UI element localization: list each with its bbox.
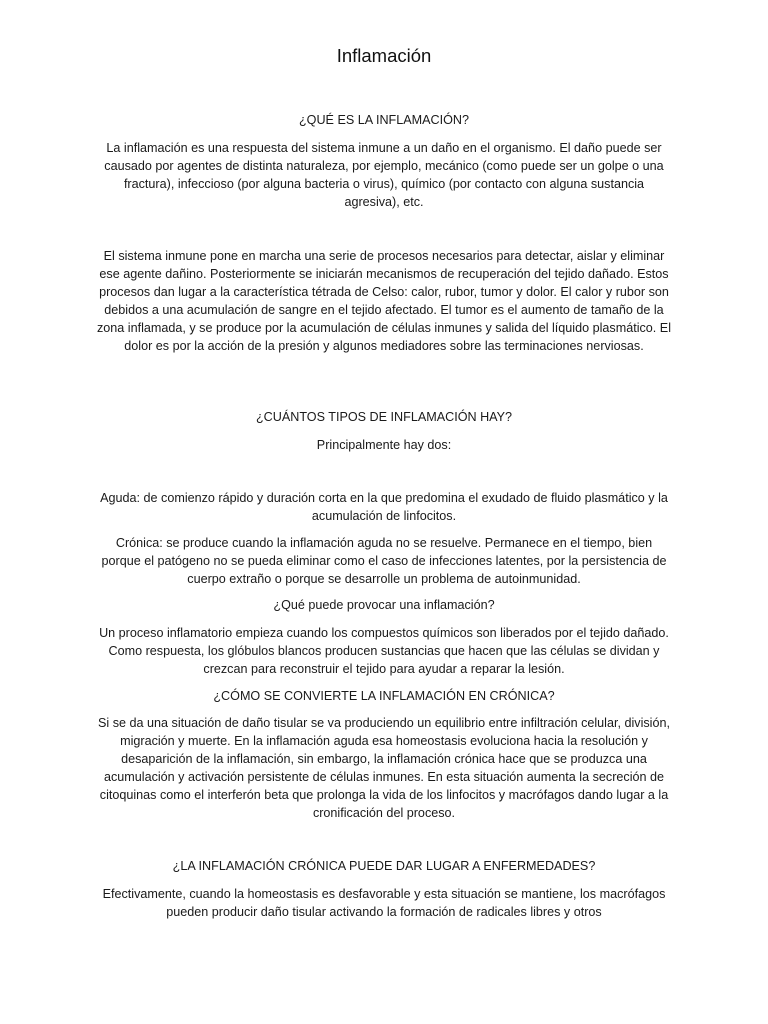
heading-chronic-conversion: ¿CÓMO SE CONVIERTE LA INFLAMACIÓN EN CRÓNICA? bbox=[213, 689, 555, 703]
heading-diseases: ¿LA INFLAMACIÓN CRÓNICA PUEDE DAR LUGAR A ENFERMEDADES? bbox=[172, 859, 596, 873]
paragraph-chronic: Crónica: se produce cuando la inflamación aguda no se resuelve. Permanece en el tiempo, bien porque el patógeno no se pueda eliminar como el caso de infecciones latentes, por la persistencia de cuerpo extraño o porque se desarrolle un problema de autoinmunidad. bbox=[101, 536, 667, 586]
heading-what-is: ¿QUÉ ES LA INFLAMACIÓN? bbox=[298, 113, 470, 127]
paragraph-causes: Un proceso inflamatorio empieza cuando los compuestos químicos son liberados por el tejido dañado. Como respuesta, los glóbulos blancos producen sustancias que hacen que las células se dividan y crezcan para reconstruir el tejido para ayudar a reparar la lesión. bbox=[99, 626, 669, 676]
paragraph-definition: La inflamación es una respuesta del sistema inmune a un daño en el organismo. El daño puede ser causado por agentes de distinta naturaleza, por ejemplo, mecánico (como puede ser un golpe o una fractura), infeccioso (por alguna bacteria o virus), químico (por contacto con alguna sustancia agresiva), etc. bbox=[104, 141, 664, 209]
paragraph-chronic-process: Si se da una situación de daño tisular se va produciendo un equilibrio entre infiltración celular, división, migración y muerte. En la inflamación aguda esa homeostasis evoluciona hacia la resolución y desaparición de la inflamación, sin embargo, la inflamación crónica hace que se produzca una acumulación y activación persistente de células inmunes. En esta situación aumenta la secreción de citoquinas como el interferón beta que prolonga la vida de los linfocitos y macrófagos dando lugar a la cronificación del proceso. bbox=[98, 716, 670, 820]
paragraph-immune-process: El sistema inmune pone en marcha una serie de procesos necesarios para detectar, aislar y eliminar ese agente dañino. Posteriormente se iniciarán mecanismos de recuperación del tejido dañado. Estos procesos dan lugar a la característica tétrada de Celso: calor, rubor, tumor y dolor. El calor y rubor son debidos a una acumulación de sangre en el tejido afectado. El tumor es el aumento de tamaño de la zona inflamada, y se produce por la acumulación de células inmunes y salida del líquido plasmático. El dolor es por la acción de la presión y algunos mediadores sobre las terminaciones nerviosas. bbox=[96, 249, 672, 353]
page-title: Inflamación bbox=[336, 45, 432, 66]
heading-causes: ¿Qué puede provocar una inflamación? bbox=[273, 598, 495, 612]
paragraph-acute: Aguda: de comienzo rápido y duración corta en la que predomina el exudado de fluido plasmático y la acumulación de linfocitos. bbox=[100, 491, 668, 523]
paragraph-types-intro: Principalmente hay dos: bbox=[316, 438, 452, 452]
paragraph-diseases: Efectivamente, cuando la homeostasis es desfavorable y esta situación se mantiene, los macrófagos pueden producir daño tisular activando la formación de radicales libres y otros bbox=[102, 887, 666, 919]
heading-types: ¿CUÁNTOS TIPOS DE INFLAMACIÓN HAY? bbox=[255, 410, 513, 424]
